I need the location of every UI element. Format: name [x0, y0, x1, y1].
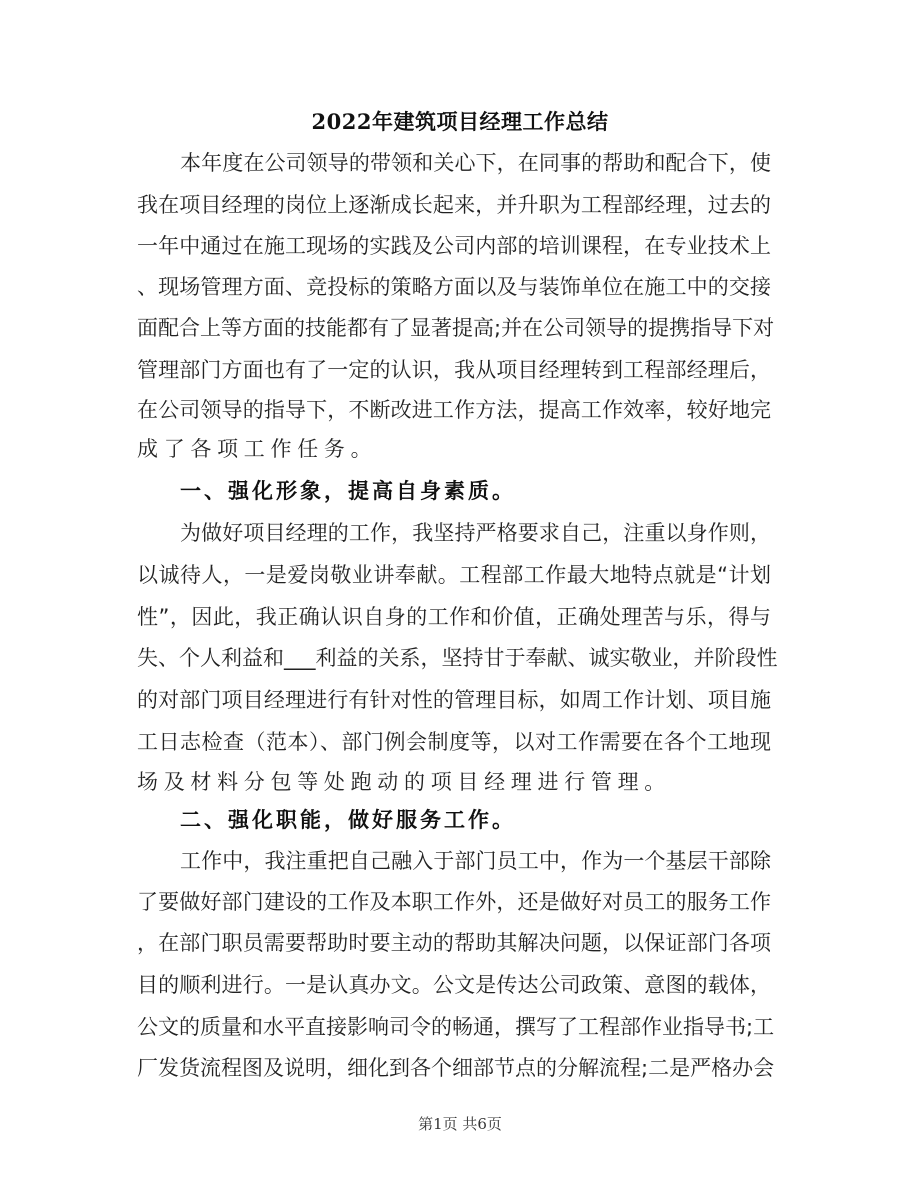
section-heading-1: 一、强化形象，提高自身素质。	[180, 479, 516, 503]
paragraph-line: 的对部门项目经理进行有针对性的管理目标，如周工作计划、项目施	[137, 688, 771, 712]
paragraph-line: ，在部门职员需要帮助时要主动的帮助其解决问题，以保证部门各项	[137, 931, 771, 955]
paragraph-line: 目的顺利进行。一是认真办文。公文是传达公司政策、意图的载体，	[137, 973, 771, 997]
paragraph-line: 面配合上等方面的技能都有了显著提高;并在公司领导的提携指导下对	[137, 316, 775, 340]
paragraph-line: 成了各项工作任务。	[137, 437, 378, 461]
paragraph-line: 为做好项目经理的工作，我坚持严格要求自己，注重以身作则，	[180, 521, 771, 545]
document-title: 2022年建筑项目经理工作总结	[311, 109, 609, 134]
paragraph-line: 管理部门方面也有了一定的认识，我从项目经理转到工程部经理后，	[137, 358, 771, 382]
paragraph-line: 厂发货流程图及说明，细化到各个细部节点的分解流程;二是严格办会	[137, 1056, 775, 1080]
paragraph-line: 工日志检查（范本）、部门例会制度等，以对工作需要在各个工地现	[137, 730, 771, 754]
paragraph-line: 一年中通过在施工现场的实践及公司内部的培训课程，在专业技术上	[137, 234, 771, 258]
paragraph-line: 我在项目经理的岗位上逐渐成长起来，并升职为工程部经理，过去的	[137, 193, 771, 217]
paragraph-line: 失、个人利益和___利益的关系，坚持甘于奉献、诚实敬业，并阶段性	[137, 646, 778, 670]
paragraph-line: 公文的质量和水平直接影响司令的畅通，撰写了工程部作业指导书;工	[137, 1015, 775, 1039]
paragraph-line: 性”，因此，我正确认识自身的工作和价值，正确处理苦与乐，得与	[137, 605, 771, 629]
paragraph-line: 了要做好部门建设的工作及本职工作外，还是做好对员工的服务工作	[137, 890, 771, 914]
page-indicator: 第1页 共6页	[418, 1115, 502, 1133]
paragraph-line: 工作中，我注重把自己融入于部门员工中，作为一个基层干部除	[180, 849, 771, 873]
paragraph-line: 在公司领导的指导下，不断改进工作方法，提高工作效率，较好地完	[137, 398, 771, 422]
paragraph-line: 以诚待人，一是爱岗敬业讲奉献。工程部工作最大地特点就是“计划	[137, 563, 771, 587]
section-heading-2: 二、强化职能，做好服务工作。	[180, 808, 516, 832]
paragraph-line: 、现场管理方面、竞投标的策略方面以及与装饰单位在施工中的交接	[137, 275, 771, 299]
paragraph-line: 本年度在公司领导的带领和关心下，在同事的帮助和配合下，使	[180, 151, 771, 175]
paragraph-line: 场及材料分包等处跑动的项目经理进行管理。	[137, 770, 671, 794]
